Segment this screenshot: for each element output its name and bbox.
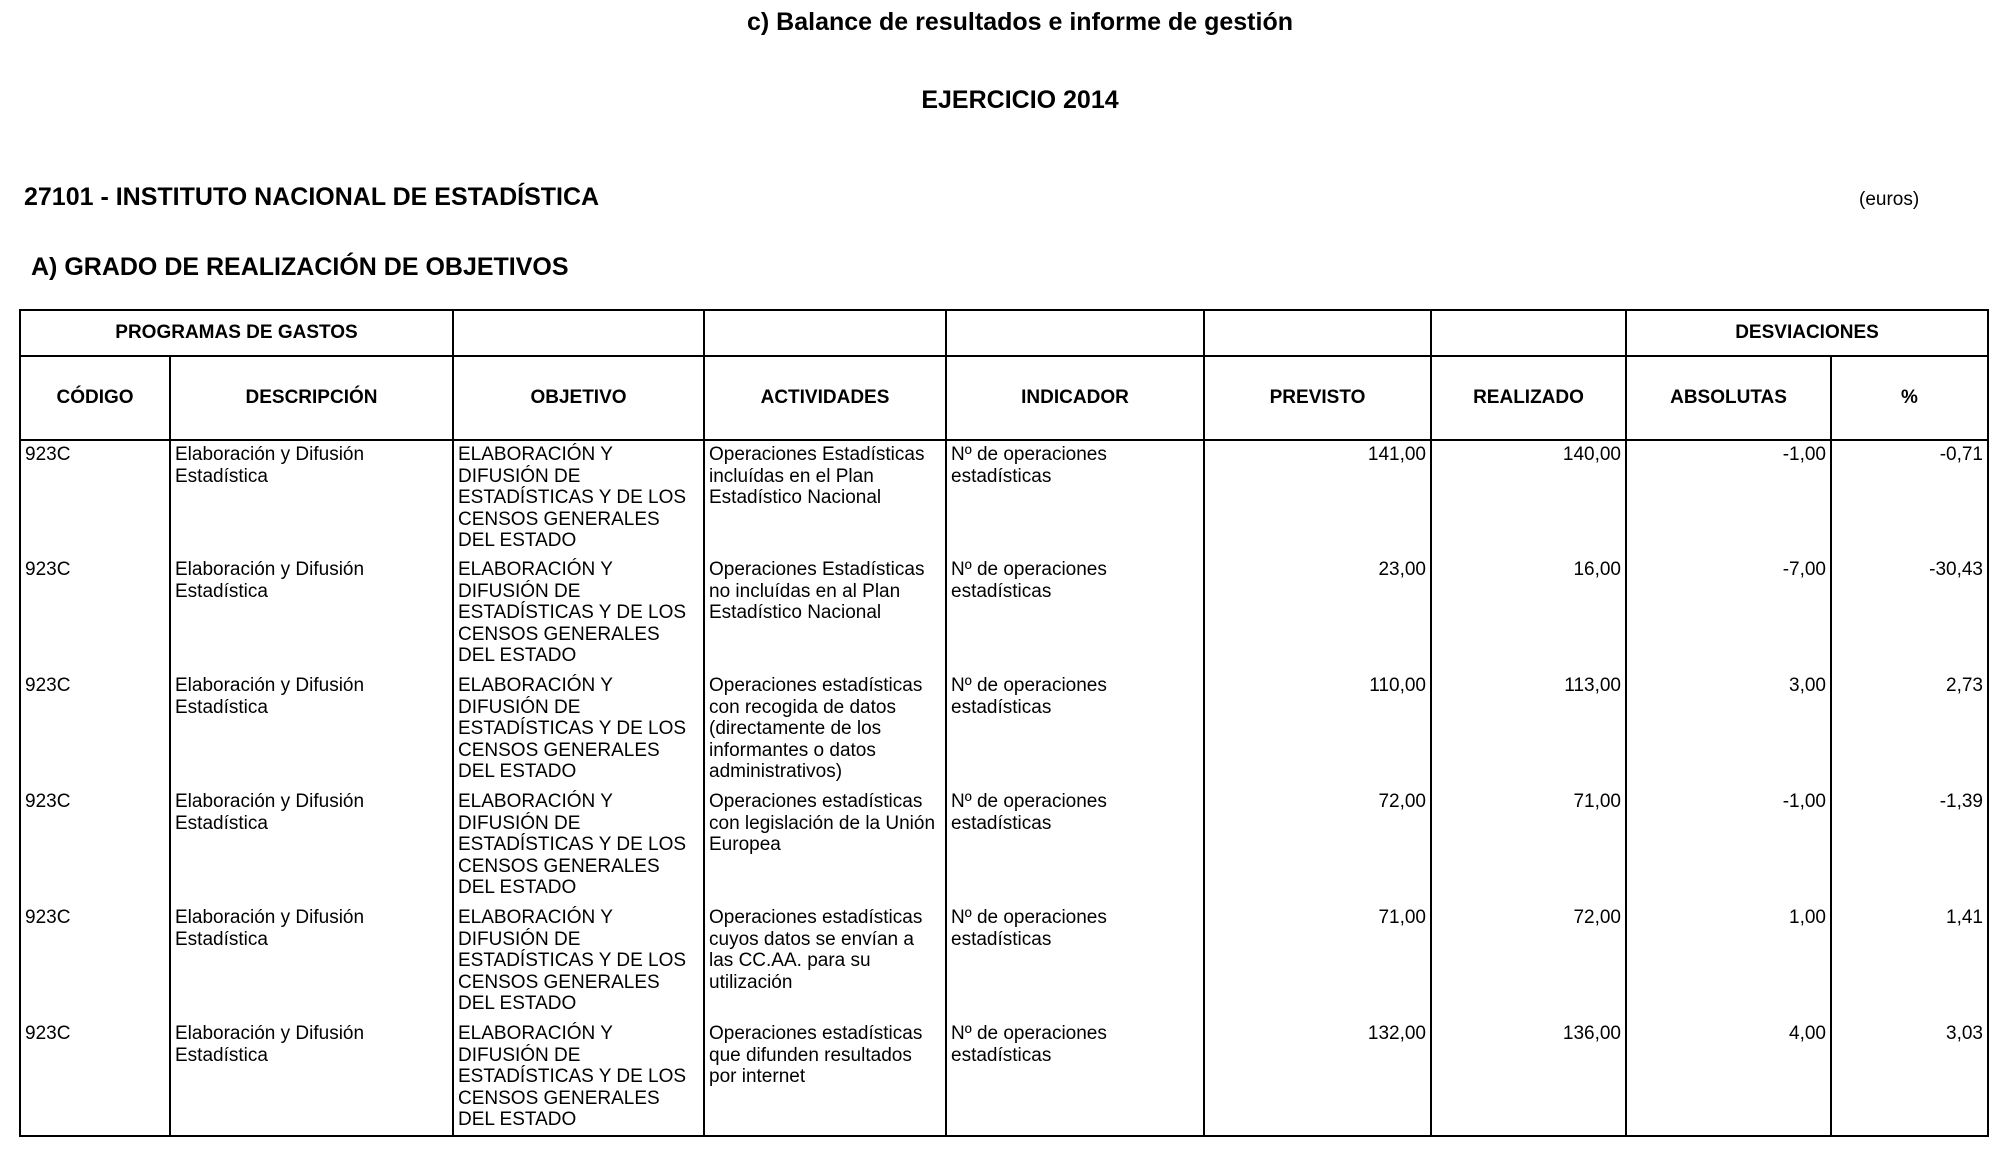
cell-codigo: 923C — [20, 904, 170, 1020]
cell-realizado: 16,00 — [1431, 556, 1626, 672]
column-header-actividades: ACTIVIDADES — [704, 356, 946, 440]
cell-previsto: 110,00 — [1204, 672, 1431, 788]
group-header-row — [20, 310, 1988, 356]
cell-objetivo: ELABORACIÓN Y DIFUSIÓN DE ESTADÍSTICAS Y DE LOS CENSOS GENERALES DEL ESTADO — [453, 788, 704, 904]
cell-indicador: Nº de operaciones estadísticas — [946, 440, 1204, 556]
table-row — [20, 1020, 1988, 1136]
cell-realizado: 136,00 — [1431, 1020, 1626, 1136]
column-header-row — [20, 356, 1988, 440]
column-header-indicador: INDICADOR — [946, 356, 1204, 440]
column-header-descripcion: DESCRIPCIÓN — [170, 356, 453, 440]
cell-previsto: 23,00 — [1204, 556, 1431, 672]
exercise-year: EJERCICIO 2014 — [921, 86, 1119, 114]
empty-group-header — [946, 310, 1204, 356]
table-row — [20, 672, 1988, 788]
cell-codigo: 923C — [20, 556, 170, 672]
cell-actividades: Operaciones estadísticas con legislación de la Unión Europea — [704, 788, 946, 904]
cell-actividades: Operaciones estadísticas cuyos datos se envían a las CC.AA. para su utilización — [704, 904, 946, 1020]
cell-indicador: Nº de operaciones estadísticas — [946, 1020, 1204, 1136]
cell-objetivo: ELABORACIÓN Y DIFUSIÓN DE ESTADÍSTICAS Y DE LOS CENSOS GENERALES DEL ESTADO — [453, 556, 704, 672]
cell-objetivo: ELABORACIÓN Y DIFUSIÓN DE ESTADÍSTICAS Y DE LOS CENSOS GENERALES DEL ESTADO — [453, 440, 704, 556]
cell-porcentaje: -0,71 — [1831, 440, 1988, 556]
programs-group-header: PROGRAMAS DE GASTOS — [20, 310, 453, 356]
cell-codigo: 923C — [20, 672, 170, 788]
table-row — [20, 556, 1988, 672]
cell-porcentaje: -1,39 — [1831, 788, 1988, 904]
empty-group-header — [1431, 310, 1626, 356]
cell-objetivo: ELABORACIÓN Y DIFUSIÓN DE ESTADÍSTICAS Y DE LOS CENSOS GENERALES DEL ESTADO — [453, 904, 704, 1020]
column-header-absolutas: ABSOLUTAS — [1626, 356, 1831, 440]
cell-porcentaje: 3,03 — [1831, 1020, 1988, 1136]
cell-realizado: 140,00 — [1431, 440, 1626, 556]
section-title: A) GRADO DE REALIZACIÓN DE OBJETIVOS — [31, 253, 569, 281]
cell-indicador: Nº de operaciones estadísticas — [946, 672, 1204, 788]
table-row — [20, 440, 1988, 556]
table-row — [20, 788, 1988, 904]
column-header-previsto: PREVISTO — [1204, 356, 1431, 440]
cell-absolutas: -1,00 — [1626, 788, 1831, 904]
cell-absolutas: 3,00 — [1626, 672, 1831, 788]
cell-codigo: 923C — [20, 440, 170, 556]
empty-group-header — [1204, 310, 1431, 356]
cell-porcentaje: -30,43 — [1831, 556, 1988, 672]
cell-indicador: Nº de operaciones estadísticas — [946, 788, 1204, 904]
cell-previsto: 72,00 — [1204, 788, 1431, 904]
cell-previsto: 132,00 — [1204, 1020, 1431, 1136]
cell-absolutas: -7,00 — [1626, 556, 1831, 672]
cell-previsto: 71,00 — [1204, 904, 1431, 1020]
currency-unit: (euros) — [1859, 189, 1920, 210]
deviations-group-header: DESVIACIONES — [1626, 310, 1988, 356]
objectives-table — [19, 309, 1989, 1137]
cell-absolutas: 1,00 — [1626, 904, 1831, 1020]
cell-actividades: Operaciones Estadísticas incluídas en el Plan Estadístico Nacional — [704, 440, 946, 556]
cell-descripcion: Elaboración y Difusión Estadística — [170, 788, 453, 904]
column-header-objetivo: OBJETIVO — [453, 356, 704, 440]
cell-porcentaje: 1,41 — [1831, 904, 1988, 1020]
cell-objetivo: ELABORACIÓN Y DIFUSIÓN DE ESTADÍSTICAS Y DE LOS CENSOS GENERALES DEL ESTADO — [453, 1020, 704, 1136]
cell-actividades: Operaciones estadísticas con recogida de datos (directamente de los informantes o datos administrativos) — [704, 672, 946, 788]
empty-group-header — [453, 310, 704, 356]
cell-absolutas: 4,00 — [1626, 1020, 1831, 1136]
column-header-porcentaje: % — [1831, 356, 1988, 440]
cell-actividades: Operaciones estadísticas que difunden resultados por internet — [704, 1020, 946, 1136]
cell-descripcion: Elaboración y Difusión Estadística — [170, 672, 453, 788]
cell-realizado: 113,00 — [1431, 672, 1626, 788]
empty-group-header — [704, 310, 946, 356]
cell-actividades: Operaciones Estadísticas no incluídas en al Plan Estadístico Nacional — [704, 556, 946, 672]
cell-codigo: 923C — [20, 1020, 170, 1136]
cell-codigo: 923C — [20, 788, 170, 904]
cell-descripcion: Elaboración y Difusión Estadística — [170, 1020, 453, 1136]
table-row — [20, 904, 1988, 1020]
cell-indicador: Nº de operaciones estadísticas — [946, 556, 1204, 672]
cell-porcentaje: 2,73 — [1831, 672, 1988, 788]
cell-descripcion: Elaboración y Difusión Estadística — [170, 556, 453, 672]
cell-realizado: 71,00 — [1431, 788, 1626, 904]
cell-descripcion: Elaboración y Difusión Estadística — [170, 440, 453, 556]
entity-name: 27101 - INSTITUTO NACIONAL DE ESTADÍSTICA — [24, 183, 600, 211]
cell-objetivo: ELABORACIÓN Y DIFUSIÓN DE ESTADÍSTICAS Y DE LOS CENSOS GENERALES DEL ESTADO — [453, 672, 704, 788]
cell-previsto: 141,00 — [1204, 440, 1431, 556]
cell-realizado: 72,00 — [1431, 904, 1626, 1020]
column-header-realizado: REALIZADO — [1431, 356, 1626, 440]
document-title: c) Balance de resultados e informe de gestión — [747, 8, 1293, 36]
column-header-codigo: CÓDIGO — [20, 356, 170, 440]
cell-absolutas: -1,00 — [1626, 440, 1831, 556]
cell-indicador: Nº de operaciones estadísticas — [946, 904, 1204, 1020]
cell-descripcion: Elaboración y Difusión Estadística — [170, 904, 453, 1020]
